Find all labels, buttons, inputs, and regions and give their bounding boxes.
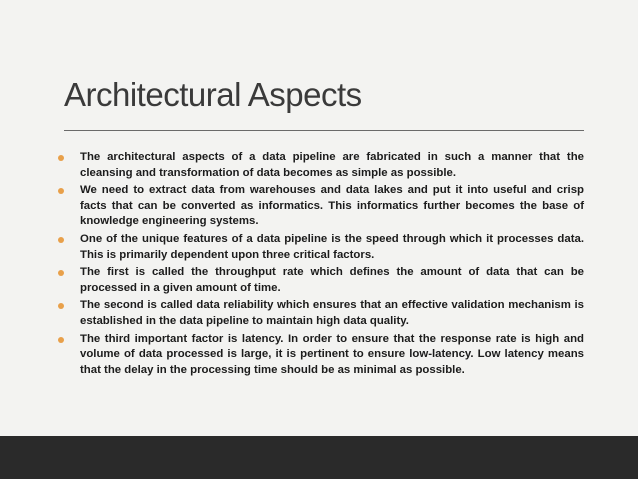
bullet-dot-icon xyxy=(58,303,64,309)
title-divider xyxy=(64,130,584,131)
bullet-item xyxy=(58,332,584,379)
bullet-item xyxy=(58,265,584,296)
bullet-dot-icon xyxy=(58,237,64,243)
bullet-text: One of the unique features of a data pipeline is the speed through which it processes data. This is primarily dependent upon three critical factors. xyxy=(80,232,584,261)
bullet-item xyxy=(58,298,584,329)
bullet-text: The third important factor is latency. In order to ensure that the response rate is high and volume of data processed is large, it is pertinent to ensure low-latency. Low latency means that the delay in the processing time should be as minimal as possible. xyxy=(80,332,584,376)
bullet-list xyxy=(58,150,584,380)
bullet-dot-icon xyxy=(58,337,64,343)
bullet-dot-icon xyxy=(58,188,64,194)
bullet-item xyxy=(58,232,584,263)
bullet-text: The second is called data reliability which ensures that an effective validation mechanism is established in the data pipeline to maintain high data quality. xyxy=(80,299,584,327)
footer-bar xyxy=(0,436,638,479)
bullet-dot-icon xyxy=(58,155,64,161)
slide-title: Architectural Aspects xyxy=(64,76,362,113)
bullet-text: The architectural aspects of a data pipeline are fabricated in such a manner that the cleansing and transformation of data becomes as simple as possible. xyxy=(80,151,584,179)
bullet-text: We need to extract data from warehouses and data lakes and put it into useful and crisp facts that can be converted as informatics. This informatics further becomes the base of knowledge engineering systems. xyxy=(80,184,584,228)
bullet-item xyxy=(58,183,584,230)
bullet-dot-icon xyxy=(58,270,64,276)
bullet-text: The first is called the throughput rate which defines the amount of data that can be processed in a given amount of time. xyxy=(80,266,584,294)
bullet-item xyxy=(58,150,584,181)
